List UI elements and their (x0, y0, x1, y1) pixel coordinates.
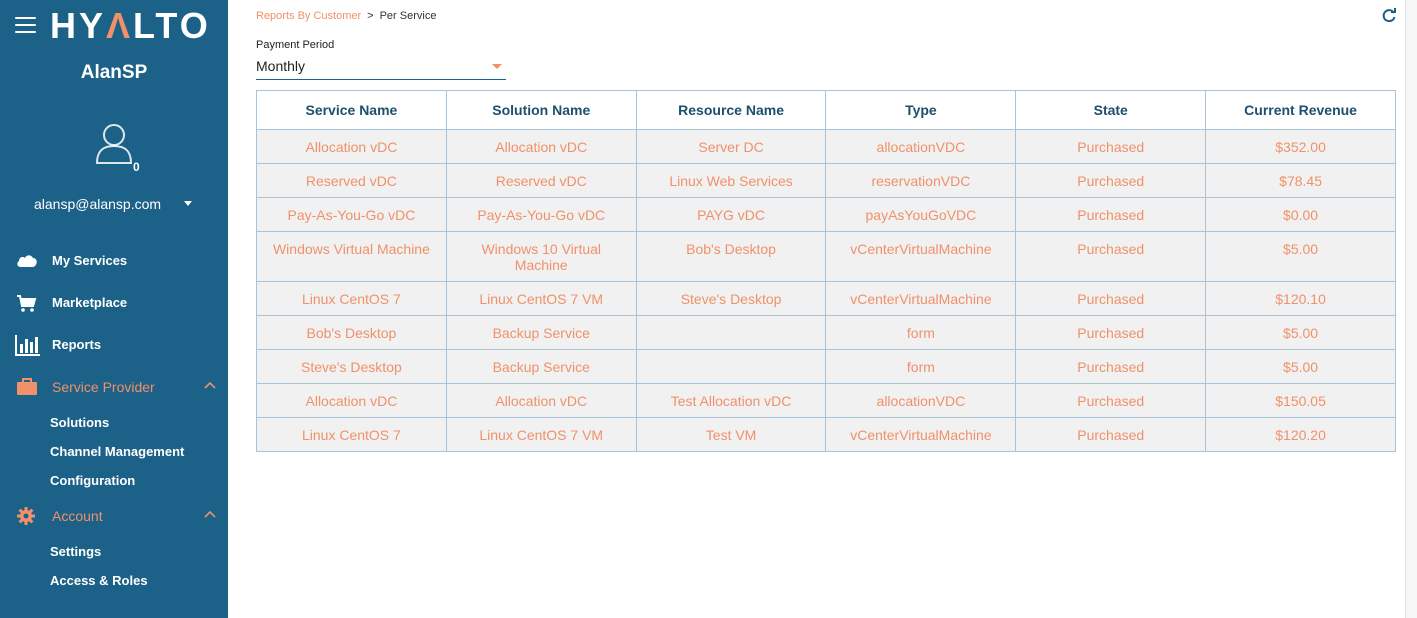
nav-marketplace[interactable] (0, 288, 228, 318)
cell-type: form (826, 316, 1016, 350)
table-row[interactable] (257, 350, 1396, 384)
avatar-count-badge: 0 (133, 160, 140, 174)
bar-chart-icon (15, 334, 41, 356)
breadcrumb-current: Per Service (379, 10, 437, 22)
cell-resource-name: Test VM (636, 418, 826, 452)
cell-state: Purchased (1016, 130, 1206, 164)
cell-solution-name: Backup Service (446, 350, 636, 384)
cell-state: Purchased (1016, 232, 1206, 282)
refresh-icon[interactable] (1381, 7, 1397, 23)
cell-revenue: $150.05 (1206, 384, 1396, 418)
cell-type: form (826, 350, 1016, 384)
cell-resource-name (636, 350, 826, 384)
table-row[interactable] (257, 164, 1396, 198)
cell-type: vCenterVirtualMachine (826, 418, 1016, 452)
dropdown-caret-icon (492, 64, 502, 69)
nav-sub-configuration[interactable]: Configuration (50, 473, 136, 488)
nav-reports[interactable] (0, 330, 228, 360)
cloud-icon (16, 251, 38, 271)
breadcrumb (256, 10, 436, 22)
cell-resource-name: Bob's Desktop (636, 232, 826, 282)
gear-icon (16, 506, 38, 526)
cell-service-name: Linux CentOS 7 (257, 282, 447, 316)
briefcase-icon (16, 377, 38, 397)
user-name: AlanSP (80, 62, 148, 83)
cell-service-name: Windows Virtual Machine (257, 232, 447, 282)
col-type[interactable]: Type (826, 91, 1016, 130)
cell-solution-name: Windows 10 Virtual Machine (446, 232, 636, 282)
cell-solution-name: Allocation vDC (446, 384, 636, 418)
cell-state: Purchased (1016, 384, 1206, 418)
cell-resource-name: Steve's Desktop (636, 282, 826, 316)
table-row[interactable] (257, 418, 1396, 452)
payment-period-label: Payment Period (256, 39, 335, 51)
col-service-name[interactable]: Service Name (257, 91, 447, 130)
table-row[interactable] (257, 384, 1396, 418)
cell-type: reservationVDC (826, 164, 1016, 198)
nav-my-services[interactable] (0, 246, 228, 276)
cell-service-name: Reserved vDC (257, 164, 447, 198)
table-row[interactable] (257, 232, 1396, 282)
cell-solution-name: Reserved vDC (446, 164, 636, 198)
cell-service-name: Bob's Desktop (257, 316, 447, 350)
chevron-up-icon[interactable] (204, 510, 216, 518)
table-row[interactable] (257, 198, 1396, 232)
user-avatar-icon (93, 122, 135, 164)
col-solution-name[interactable]: Solution Name (446, 91, 636, 130)
cell-revenue: $5.00 (1206, 232, 1396, 282)
cell-revenue: $120.20 (1206, 418, 1396, 452)
nav-label: Marketplace (52, 295, 128, 310)
cell-revenue: $5.00 (1206, 350, 1396, 384)
cell-service-name: Pay-As-You-Go vDC (257, 198, 447, 232)
cell-solution-name: Allocation vDC (446, 130, 636, 164)
cell-service-name: Allocation vDC (257, 384, 447, 418)
cell-resource-name: Test Allocation vDC (636, 384, 826, 418)
cell-revenue: $5.00 (1206, 316, 1396, 350)
col-state[interactable]: State (1016, 91, 1206, 130)
table-row[interactable] (257, 282, 1396, 316)
cell-solution-name: Backup Service (446, 316, 636, 350)
cell-type: allocationVDC (826, 130, 1016, 164)
cell-type: payAsYouGoVDC (826, 198, 1016, 232)
table-header-row (257, 91, 1396, 130)
user-email[interactable]: alansp@alansp.com (34, 196, 162, 212)
payment-period-value: Monthly (256, 58, 306, 74)
nav-sub-channel-management[interactable]: Channel Management (50, 444, 185, 459)
cell-state: Purchased (1016, 198, 1206, 232)
nav-label: My Services (52, 253, 128, 268)
nav-sub-access-roles[interactable]: Access & Roles (50, 573, 148, 588)
cell-solution-name: Pay-As-You-Go vDC (446, 198, 636, 232)
cell-state: Purchased (1016, 164, 1206, 198)
table-row[interactable] (257, 130, 1396, 164)
chevron-up-icon[interactable] (204, 381, 216, 389)
cell-type: vCenterVirtualMachine (826, 282, 1016, 316)
payment-period-select[interactable] (256, 54, 506, 80)
nav-label: Account (52, 508, 103, 524)
cell-revenue: $352.00 (1206, 130, 1396, 164)
cart-icon (16, 293, 38, 313)
table-row[interactable] (257, 316, 1396, 350)
cell-resource-name: PAYG vDC (636, 198, 826, 232)
breadcrumb-separator: > (367, 10, 374, 22)
cell-revenue: $0.00 (1206, 198, 1396, 232)
col-resource-name[interactable]: Resource Name (636, 91, 826, 130)
cell-resource-name (636, 316, 826, 350)
cell-type: allocationVDC (826, 384, 1016, 418)
cell-state: Purchased (1016, 350, 1206, 384)
cell-type: vCenterVirtualMachine (826, 232, 1016, 282)
cell-service-name: Allocation vDC (257, 130, 447, 164)
cell-revenue: $120.10 (1206, 282, 1396, 316)
nav-sub-solutions[interactable]: Solutions (50, 415, 110, 430)
cell-solution-name: Linux CentOS 7 VM (446, 418, 636, 452)
nav-label: Reports (52, 337, 102, 352)
page-scrollbar[interactable] (1405, 0, 1417, 618)
brand-logo: HYΛLTO (50, 5, 211, 46)
cell-state: Purchased (1016, 316, 1206, 350)
cell-solution-name: Linux CentOS 7 VM (446, 282, 636, 316)
revenue-table (256, 90, 1396, 452)
cell-service-name: Linux CentOS 7 (257, 418, 447, 452)
chevron-down-icon[interactable] (184, 201, 192, 206)
sidebar (0, 0, 228, 618)
nav-service-provider[interactable] (0, 372, 228, 402)
breadcrumb-parent-link[interactable]: Reports By Customer (256, 10, 362, 22)
cell-state: Purchased (1016, 418, 1206, 452)
col-current-revenue[interactable]: Current Revenue (1206, 91, 1396, 130)
menu-icon[interactable] (15, 17, 36, 34)
nav-sub-settings[interactable]: Settings (50, 544, 102, 559)
cell-state: Purchased (1016, 282, 1206, 316)
nav-label: Service Provider (52, 379, 155, 395)
cell-resource-name: Linux Web Services (636, 164, 826, 198)
cell-revenue: $78.45 (1206, 164, 1396, 198)
cell-service-name: Steve's Desktop (257, 350, 447, 384)
nav-account[interactable] (0, 501, 228, 531)
cell-resource-name: Server DC (636, 130, 826, 164)
